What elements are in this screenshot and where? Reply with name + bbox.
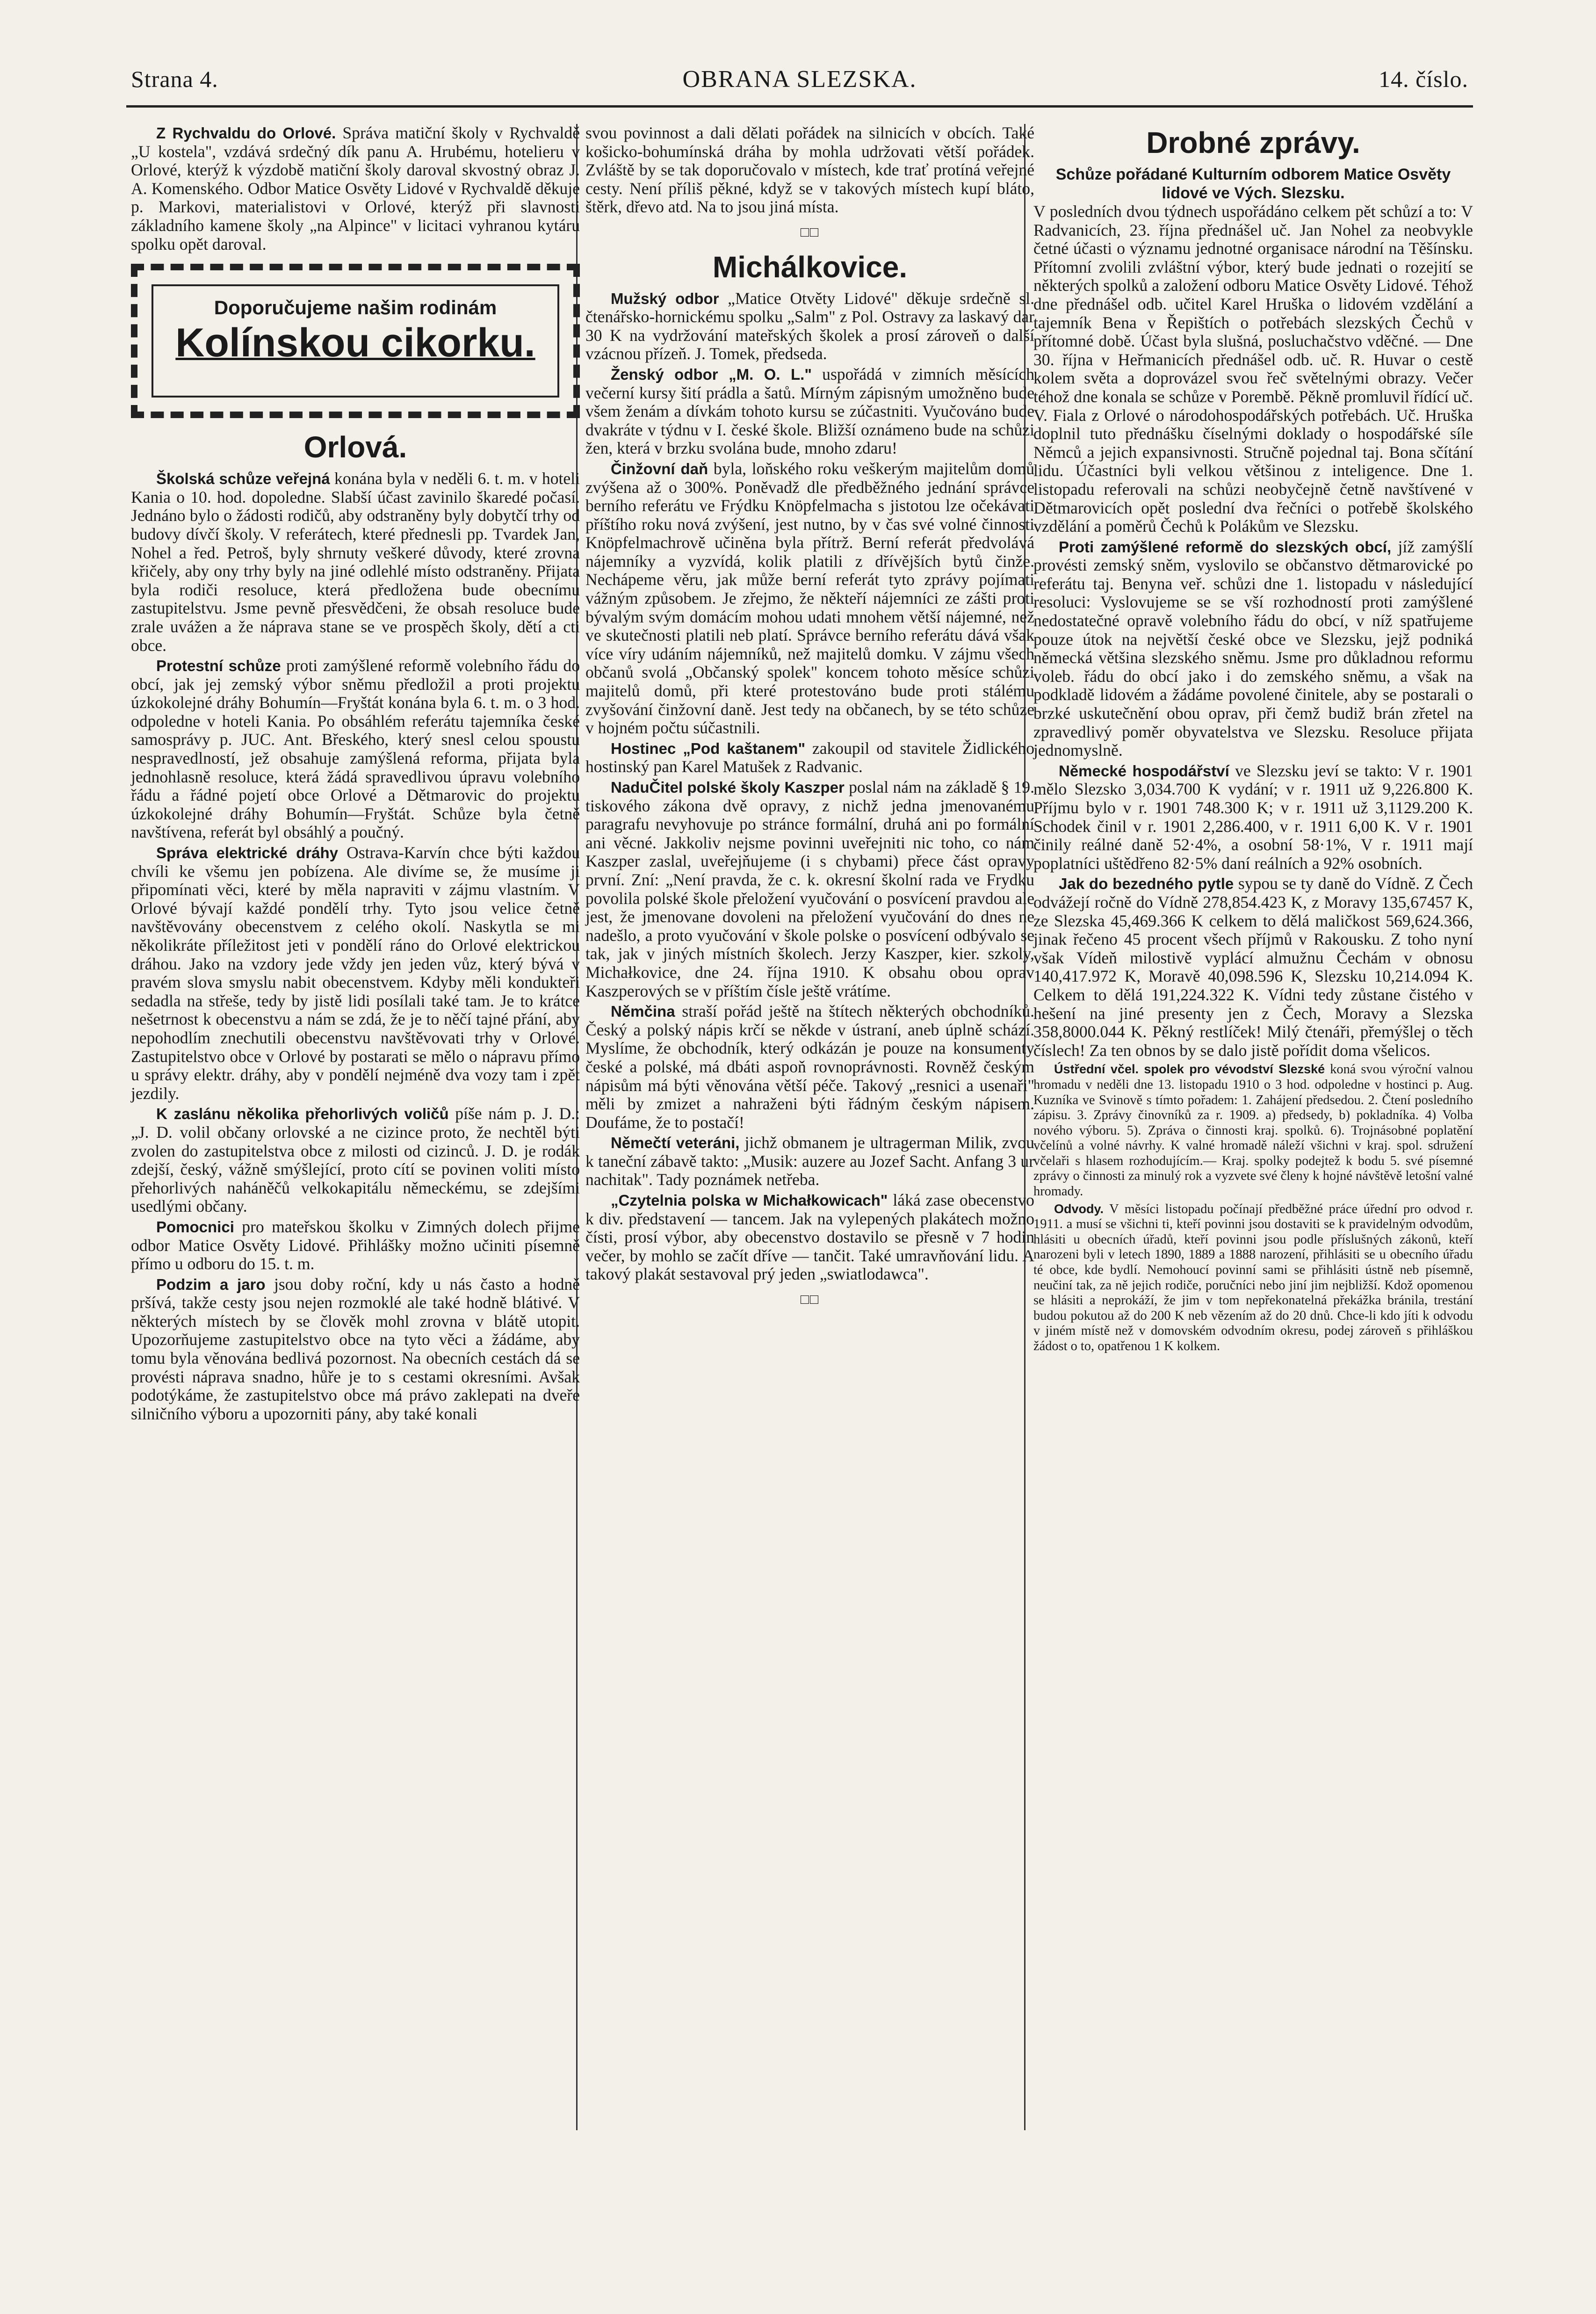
article-text: píše nám p. J. D.: „J. D. volil občany orlovské a ne cizince proto, že nechtěl býti zvolen do zastupitelstva obce z milosti od cizinců. J. D. je rodák zdejší, český, vážně smýšlející, proto cítí se povinen voliti místo přehorlivých naháněčů velkokapitálu německému, se zdejšími usedlými občany. xyxy=(131,1104,580,1216)
article-lead: Pomocnici xyxy=(156,1218,234,1236)
article-text: zakoupil od stavitele Židlického hostinský pan Karel Matušek z Radvanic. xyxy=(585,738,1034,776)
article-text: Ostrava-Karvín chce býti každou chvíli ke všemu jen pobízena. Ale divíme se, že musíme ji připomínati věci, které by měla napraviti v zájmu vlastním. V Orlové bývají každé pondělí trhy. Tyto jsou velice četně navštěvovány obecenstvem z celého okolí. Naskytla se mi několikráte příležitost jeti v pondělí ráno do Orlové elektrickou dráhou. Jako na vzdory jede vždy jen jeden vůz, který bývá v pravém slova smyslu nabit obecenstvem. Kdyby měli kondukteři sedadla na střeše, tedy by jistě lidi posílali také tam. Je to krátce nešetrnost k obecenstvu a nám se zdá, že je to něčí tajné přání, aby nepohodlím znechutili obecenstvu navštěvovati trhy v Orlové. Zastupitelstvo obce v Orlové by postarati se mělo o nápravu přímo u správy elektr. dráhy, aby v pondělí nejméně dva vozy tam i zpět jezdily. xyxy=(131,843,580,1103)
article-text: konána byla v neděli 6. t. m. v hoteli Kania o 10. hod. dopoledne. Slabší účast zavinilo škaredé počasí. Jednáno bylo o žádosti rodičů, aby odstraněny byly dobytčí trhy od budovy dívčí školy. V referátech, které přednesli pp. Tvardek Jan, Nohel a řed. Petroš, byly shrnuty veškeré důvody, které zrovna křičely, aby ony trhy byly na jiné odlehlé místo odstraněny. Přijata byla rodiči resoluce, která předložena bude obecnímu zastupitelstvu. Jsme pevně přesvědčeni, že obsah resoluce bude zrale uvážen a že náprava stane se ve prospěch školy, dětí a cti obce. xyxy=(131,469,580,655)
article-lead: „Czytelnia polska w Michałkowicach" xyxy=(611,1192,888,1209)
column-2 xyxy=(585,124,1034,1316)
article-lead: Jak do bezedného pytle xyxy=(1059,875,1234,893)
notice-lead: Ústřední včel. spolek pro vévodství Slezské xyxy=(1054,1062,1325,1077)
article-lead: Školská schůze veřejná xyxy=(156,470,330,488)
advertisement-inner xyxy=(152,284,559,398)
article-lead: Činžovní daň xyxy=(611,460,708,477)
article-pomocnici xyxy=(131,1218,580,1273)
article-text: byla, loňského roku veškerým majitelům domů zvýšena až o 300%. Poněvadž dle předběžného jednání správce berního referátu ve Frýdku Knöpfelmacha s jistotou lze očekávati příštího roku nová zvýšení, jest nutno, by v čas své volné činnosti Knöpfelmachrově učiněna byla přítrž. Berní referát předvolává nájemníky a vyzvídá, kolik platili z dřívějších bytů činže. Nechápeme věru, jak může berní referát tyto zprávy pojímati vážným způsobem. Je zřejmo, že někteří nájemníci ze zášti proti bývalým svým domácím mohou udati mnohem větší nájemné, než ve skutečnosti platili neb platí. Správce berního referátu dává však více víry udáním nájemníků, než majitelů domku. V zájmu všech občanů svolá „Občanský spolek" koncem tohoto měsíce schůzi majitelů domů, při které protestováno bude proti stálému zvyšování činžovní daně. Jest tedy na občanech, by se této schůze v hojném počtu súčastnili. xyxy=(585,459,1034,738)
column-3 xyxy=(1033,124,1473,1356)
article-reforma xyxy=(1033,538,1473,760)
ad-line-2: Kolínskou cikorku. xyxy=(175,320,535,365)
section-divider: □□ xyxy=(800,224,820,240)
column-1 xyxy=(131,124,580,1425)
notice-vcelarsky-spolek xyxy=(1033,1062,1473,1199)
small-notices xyxy=(1033,1062,1473,1354)
article-zensky-odbor xyxy=(585,365,1034,458)
newspaper-title: OBRANA SLEZSKA. xyxy=(682,66,917,93)
article-text: proti zamýšlené reformě volebního řádu do obcí, jak jej zemský výbor sněmu předložil a proti projektu úzkokolejné dráhy Bohumín—Fryštát konána byla 6. t. m. o 3 hod. odpoledne v hoteli Kania. Po obsáhlém referátu tajemníka české samosprávy p. JUC. Ant. Břeského, který snesl celou spoustu nespravedlností, jež obsahuje zamýšlená reforma, přijata byla jednohlasně resoluce, která žádá spravedlivou úpravu volebního řádu a řádné pojetí obce Orlové a Dětmarovic do projektu úzkokolejné dráhy Bohumín—Fryštát. Schůze byla četně navštívena, referát byl obsáhlý a poučný. xyxy=(131,656,580,842)
header-rule xyxy=(126,105,1473,108)
notice-odvody xyxy=(1033,1201,1473,1354)
article-lead: Němečtí veteráni, xyxy=(611,1134,740,1152)
notice-text: koná svou výroční valnou hromadu v neděli dne 13. listopadu 1910 o 3 hod. odpoledne v hostinci p. Aug. Kuzníka ve Svinově s tímto pořadem: 1. Zahájení předsedou. 2. Čtení posledního zápisu. 3. Zprávy činovníků za r. 1909. a) předsedy, b) pokladníka. 4) Volba nového výboru. 5). Zpráva o činnosti kraj. spolků. 6). Trojnásobné poplatění včelínů a volné návrhy. K valné hromadě náleží všichni v kraj. spol. sdružení včelaři s hlasem rozhodujícím.— Kraj. spolky podejtež k bodu 5. své písemné zprávy o činnosti za minulý rok a vyzvete své členy k hojné návštěvě letošní valné hromady. xyxy=(1033,1062,1473,1199)
article-cinzovni-dan xyxy=(585,460,1034,738)
article-text: sypou se ty daně do Vídně. Z Čech odvážejí ročně do Vídně 278,854.423 K, z Moravy 135,67457 K, ze Slezska 45,469.366 K celkem to dělá maličkost 569,624.366, jinak řečeno 45 procent všech příjmů v Rakousku. Z toho nyní však Vídeň milostivě vyplácí almužnu Čechám v obnosu 140,417.972 K, Moravě 40,098.596 K, Slezsku 10,214.094 K. Celkem to dělá 191,224.322 K. Vídni tedy zůstane čistého v hešení na jiné presenty jen z Čech, Moravy a Slezska 358,8000.044 K. Pěkný restlíček! Milý čtenáři, přemýšlej o těch číslech! Za ten obnos by se dalo jistě pořídit doma všelicos. xyxy=(1033,874,1473,1060)
article-podzim-a-jaro xyxy=(131,1275,580,1424)
section-heading-orlova: Orlová. xyxy=(303,430,407,464)
article-text: Správa matiční školy v Rychvaldě „U kostela", vzdává srdečný dík panu A. Hrubému, hotelieru v Orlové, kterýž k výzdobě matiční školy daroval skvostný obraz J. A. Komenského. Odbor Matice Osvěty Lidové v Rychvaldě děkuje p. Markovi, materialistovi v Orlové, kterýž při slavnosti základního kamene školy „na Alpince" v licitaci vyhranou kytáru spolku opět daroval. xyxy=(131,123,580,253)
article-lead: Podzim a jaro xyxy=(156,1275,266,1293)
article-lead: Němčina xyxy=(611,1003,675,1020)
section-heading-drobne-zpravy: Drobné zprávy. xyxy=(1146,126,1360,159)
article-text: straší pořád ještě na štítech některých obchodníků. Český a polský nápis krčí se někde v ústraní, aneb úplně schází. Myslíme, že obchodník, který odkázán je pouze na konsumenty české a polské, má dbáti aspoň rovnoprávnosti. Rovněž českým nápisům má býti věnována větší péče. Takový „resnici a usenaři" měli by zmizet a nahraženi býti řádným českým nápisem. Doufáme, že to postačí! xyxy=(585,1002,1034,1132)
article-text: ve Slezsku jeví se takto: V r. 1901 mělo Slezsko 3,034.700 K vydání; v r. 1911 už 9,226.800 K. Příjmu bylo v r. 1901 748.300 K; v r. 1911 už 3,1129.200 K. Schodek činil v r. 1901 2,286.400, v r. 1911 6,00 K. V r. 1901 činily reálné daně 52·4%, a osobní 58·1%, V r. 1911 mají poplatníci uštědřeno 82·5% daní reálních a 92% osobních. xyxy=(1033,761,1473,873)
article-lead: Mužský odbor xyxy=(611,289,719,307)
article-text: uspořádá v zimních měsících večerní kursy šití prádla a šatů. Mírným zápisným umožněno bude všem ženám a dívkám tohoto kursu se zúčastniti. Vyučováno bude dvakráte v týdnu v I. české škole. Bližší oznámeno bude na schůzi žen, která v brzku svolána bude, mnoho zdaru! xyxy=(585,364,1034,458)
article-muzsky-odbor xyxy=(585,289,1034,363)
article-lead: Proti zamýšlené reformě do slezských obcí, xyxy=(1059,538,1392,556)
article-czytelnia xyxy=(585,1191,1034,1284)
article-lead: Z Rychvaldu do Orlové. xyxy=(156,124,336,142)
article-lead: NaduČitel polské školy Kaszper xyxy=(611,779,845,796)
advertisement-box xyxy=(131,264,580,418)
section-subheading: Schůze pořádané Kulturním odborem Matice Osvěty lidové ve Vých. Slezsku. xyxy=(1055,166,1451,202)
article-lead: Protestní schůze xyxy=(156,657,281,675)
article-lead: K zaslánu několika přehorlivých voličů xyxy=(156,1105,449,1123)
article-pytel xyxy=(1033,875,1473,1060)
article-lead: Správa elektrické dráhy xyxy=(156,844,338,862)
article-lead: Ženský odbor „M. O. L." xyxy=(611,365,812,383)
page-header xyxy=(126,65,1473,103)
article-text: „Matice Otvěty Lidové" děkuje srdečně sl. čtenářsko-hornickému spolku „Salm" z Pol. Ostravy za laskavý dar 30 K na vydržování mateřských školek a prosí zároveň o další vzácnou přízeň. J. Tomek, předseda. xyxy=(585,289,1034,363)
section-heading-michalkovice: Michálkovice. xyxy=(712,250,908,284)
article-skolska-schuze xyxy=(131,470,580,655)
article-volicu xyxy=(131,1105,580,1216)
article-text: jíž zamýšlí provésti zemský sněm, vyslovilo se občanstvo dětmarovické po referátu taj. Benyna veř. schůzi dne 1. listopadu v následující resoluci: Vyslovujeme se se vší rozhodností proti zamýšlené nedostatečné opravě volebního řádu do obcí, v níž spatřujeme pouze útok na největší české obce ve Slezsku, jejž podniká německá většina slezského sněmu. Jsme pro důkladnou reformu voleb. řádu do obcí jako i do zemského sněmu, a však na podkladě lidovém a žádáme povolené činitele, aby se postarali o brzké uskutečnění obou oprav, při čemž budiž brán zřetel na zpravedlivý poměr obyvatelstva ve Slezsku. Resoluce přijata jednomyslně. xyxy=(1033,537,1473,760)
article-text: pro mateřskou školku v Zimných dolech přijme odbor Matice Osvěty Lidové. Přihlášky možno učiniti písemně přímo u odboru do 15. t. m. xyxy=(131,1217,580,1273)
article-nemcina xyxy=(585,1002,1034,1132)
issue-number: 14. číslo. xyxy=(1379,66,1468,92)
article-continuation: svou povinnost a dali dělati pořádek na silnicích v obcích. Také košicko-bohumínská dráha by mohla udržovati větší pořádek. Zvláště by se tak doporučovalo v místech, kde trať protíná veřejné cesty. Není příliš pěkné, když se v takových místech kupí bláto, štěrk, dřevo atd. Na to jsou jiná místa. xyxy=(585,123,1034,217)
article-schuze: V posledních dvou týdnech uspořádáno celkem pět schůzí a to: V Radvanicích, 23. října přednášel uč. Jan Nohel za neobvykle četné účasti o významu jednotné organisace národní na Těšínsku. Přítomní zvolili zvláštní výbor, který bude jednati o rozejití se některých spolků a založení odboru Matice Osvěty Lidové. Téhož dne přednášel odb. učitel Karel Hruška o lidovém vzdělání a tajemník Bena v Řepištích o potřebách slezských Čechů v přítomné době. Účast byla slušná, posluchačstvo vděčné. — Dne 30. října v Heřmanicích přednášel odb. uč. R. Huvar o cestě kolem světa a doprovázel svou řeč světelnými obrazy. Večer téhož dne konala se schůze v Porembě. Pěkně promluvil řídící uč. V. Fiala z Orlové o národohospodářských potřebách. Uč. Hruška doplnil tuto přednášku číselnými doklady o hospodářské síle Němců a jejich expansivnosti. Stručně pojednal taj. Bona sčítání lidu. Účastníci byli velkou většinou z inteligence. Dne 1. listopadu referovali na schůzi neobyčejně četně navštívené v Dětmarovicích opět poslední dva řečníci o potřebě školského vzdělání a poměrů Čechů k Polákům ve Slezsku. xyxy=(1033,202,1473,536)
article-text: jichž obmanem je ultragerman Milik, zvou k taneční zábavě takto: „Musik: auzere au Jozef Sacht. Anfang 3 ur nachitak". Tady poznámek netřeba. xyxy=(585,1133,1034,1189)
article-rychvald xyxy=(131,124,580,253)
article-hospodarstvi xyxy=(1033,762,1473,873)
notice-lead: Odvody. xyxy=(1054,1201,1104,1216)
article-lead: Německé hospodářství xyxy=(1059,762,1229,780)
article-elektricka-draha xyxy=(131,844,580,1103)
ad-line-1: Doporučujeme našim rodinám xyxy=(214,296,497,319)
article-text: jsou doby roční, kdy u nás často a hodně pršívá, takže cesty jsou nejen rozmoklé ale také hodně blátivé. V některých místech by se člověk mohl zrovna v blátě utopit. Upozorňujeme zastupitelstvo obce na tyto věci a žádáme, aby tomu byla věnována bedlivá pozornost. Na obecních cestách dá se provésti náprava snadno, hůře je to s cestami okresními. Avšak podotýkáme, že zastupitelstvo obce má právo zaklepati na dveře silničního výboru a upozorniti pány, aby také konali xyxy=(131,1274,580,1423)
article-lead: Hostinec „Pod kaštanem" xyxy=(611,739,806,757)
article-veterani xyxy=(585,1134,1034,1189)
article-hostinec xyxy=(585,739,1034,776)
article-text: poslal nám na základě § 19. tiskového zákona dvě opravy, z nichž jedna jmenovanému paragrafu nevyhovuje po stránce formální, druhá ani po formální ani věcné. Jakkoliv nejsme povinni uveřejniti nic toho, co nám Kaszper zaslal, uveřejňujeme (i s chybami) přece část opravy první. Zní: „Není pravda, že c. k. okresní školní rada ve Frydku povolila polské škole přeložení vyučování o posvícení pravdou ale jest, že jmenovane dovoleni na přeložení vyučování do dnes ne nadešlo, a proto vyučování v škole polske o posvícení odbývalo se tak, jak v jiných místních školech. Jerzy Kaszper, kier. szkoly, Michałkovice, dne 24. října 1910. K obsahu obou oprav Kaszperových se v příštím čísle ještě vrátíme. xyxy=(585,778,1034,1000)
section-divider-end: □□ xyxy=(800,1292,820,1308)
article-kaszper xyxy=(585,778,1034,1000)
article-text: láká zase obecenstvo k div. představení — tancem. Jak na vylepených plakátech možno čísti, prosí výbor, aby obecenstvo dostavilo se přesně v 7 hodin večer, by mohlo se začít dříve — tančit. Také umravňování lidu. A takový plakát sestavoval prý jeden „swiatlodawca". xyxy=(585,1191,1034,1284)
article-protestni-schuze xyxy=(131,657,580,842)
page-number: Strana 4. xyxy=(131,66,218,92)
notice-text: V měsíci listopadu počínají předběžné práce úřední pro odvod r. 1911. a musí se všichni ti, kteří povinni jsou dostaviti se k pravidelným odvodům, hlásiti u obecních úřadů, kteří povinni jsou podle příslušných zákonů, kteří narozeni byli v letech 1890, 1889 a 1888 narození, přihlásiti se u obecního úřadu té obce, kde bydlí. Nemohoucí povinní sami se přihlásiti ústně neb písemně, neučiní tak, za ně jejich rodiče, poručníci nebo jiní jim nejbližší. Kdož opomenou se hlásiti a neprokáží, že jim v tom nepřekonatelná překážka bránila, trestání budou pokutou až do 200 K neb vězením až do 20 dnů. Chce-li kdo jíti k odvodu v jiném místě než v domovském odvodním okresu, podej zároveň s přihláškou žádost o to, opatřenou 1 K kolkem. xyxy=(1033,1201,1473,1353)
